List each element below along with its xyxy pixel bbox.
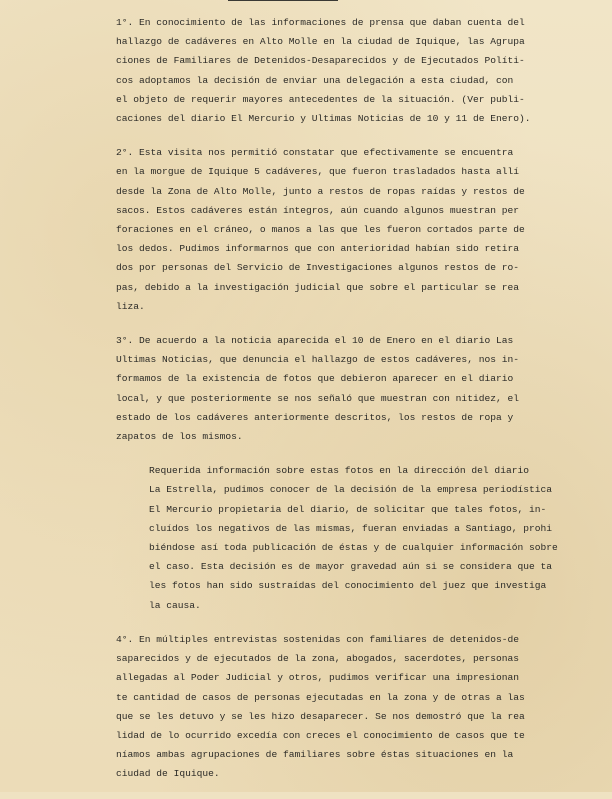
text-line: cluídos los negativos de las mismas, fueran enviadas a Santiago, prohi [149,522,553,534]
text-line: Requerida información sobre estas fotos en la dirección del diario [149,465,529,477]
text-line: 1°. En conocimiento de las informaciones de prensa que daban cuenta del [116,17,525,28]
text-line: allegadas al Poder Judicial y otros, pudimos verificar una impresionan [116,672,520,684]
text-line: los dedos. Pudimos informarnos que con anterioridad habían sido retira [116,243,520,255]
text-line: saparecidos y de ejecutados de la zona, abogados, sacerdotes, personas [116,653,520,665]
text-line: el caso. Esta decisión es de mayor gravedad aún si se considera que ta [149,561,553,573]
text-line: zapatos de los mismos. [116,431,243,443]
text-line: 2°. Esta visita nos permitió constatar que efectivamente se encuentra [116,147,514,159]
paragraph-1 [116,13,576,128]
paragraph-2 [116,143,576,316]
text-line: ciones de Familiares de Detenidos-Desaparecidos y de Ejecutados Políti- [116,55,525,67]
text-line: que se les detuvo y se les hizo desaparecer. Se nos demostró que la rea [116,710,525,722]
text-line: en la morgue de Iquique 5 cadáveres, que fueron trasladados hasta allí [116,166,520,178]
text-line: sacos. Estos cadáveres están íntegros, aún cuando algunos muestran per [116,204,520,216]
text-line: lidad de lo ocurrido excedía con creces el conocimiento de casos que te [116,729,525,741]
paragraph-4 [116,461,576,615]
text-line: dos por personas del Servicio de Investigaciones algunos restos de ro- [116,262,520,274]
text-line: ciudad de Iquique. [116,768,220,780]
top-rule [228,0,338,1]
text-line: 3°. De acuerdo a la noticia aparecida el 10 de Enero en el diario Las [116,335,514,347]
text-line: liza. [116,300,145,312]
text-line: el objeto de requerir mayores antecedentes de la situación. (Ver publi- [116,93,525,105]
text-line: foraciones en el cráneo, o manos a las que les fueron cortados parte de [116,224,525,236]
text-line: El Mercurio propietaria del diario, de solicitar que tales fotos, in- [149,503,547,515]
text-line: hallazgo de cadáveres en Alto Molle en la ciudad de Iquique, las Agrupa [116,36,525,48]
text-line: La Estrella, pudimos conocer de la decisión de la empresa periodística [149,484,553,496]
text-line: formamos de la existencia de fotos que debieron aparecer en el diario [116,373,514,385]
text-line: 4°. En múltiples entrevistas sostenidas con familiares de detenidos-de [116,633,520,645]
paragraph-5 [116,630,576,784]
text-line: biéndose así toda publicación de éstas y de cualquier información sobre [149,542,558,554]
text-line: la causa. [149,599,201,611]
document-body [116,13,576,799]
text-line: caciones del diario El Mercurio y Ultimas Noticias de 10 y 11 de Enero). [116,113,531,125]
text-line: local, y que posteriormente se nos señaló que muestran con nitidez, el [116,392,520,404]
text-line: te cantidad de casos de personas ejecutadas en la zona y de otras a las [116,691,525,703]
paragraph-3 [116,331,576,446]
text-line: cos adoptamos la decisión de enviar una delegación a esta ciudad, con [116,74,514,86]
text-line: pas, debido a la investigación judicial que sobre el particular se rea [116,281,520,293]
text-line: les fotos han sido sustraídas del conocimiento del juez que investiga [149,580,547,592]
text-line: desde la Zona de Alto Molle, junto a restos de ropas raídas y restos de [116,185,525,197]
text-line: Ultimas Noticias, que denuncia el hallazgo de estos cadáveres, nos in- [116,354,520,366]
text-line: níamos ambas agrupaciones de familiares sobre éstas situaciones en la [116,749,514,761]
text-line: estado de los cadáveres anteriormente descritos, los restos de ropa y [116,411,514,423]
